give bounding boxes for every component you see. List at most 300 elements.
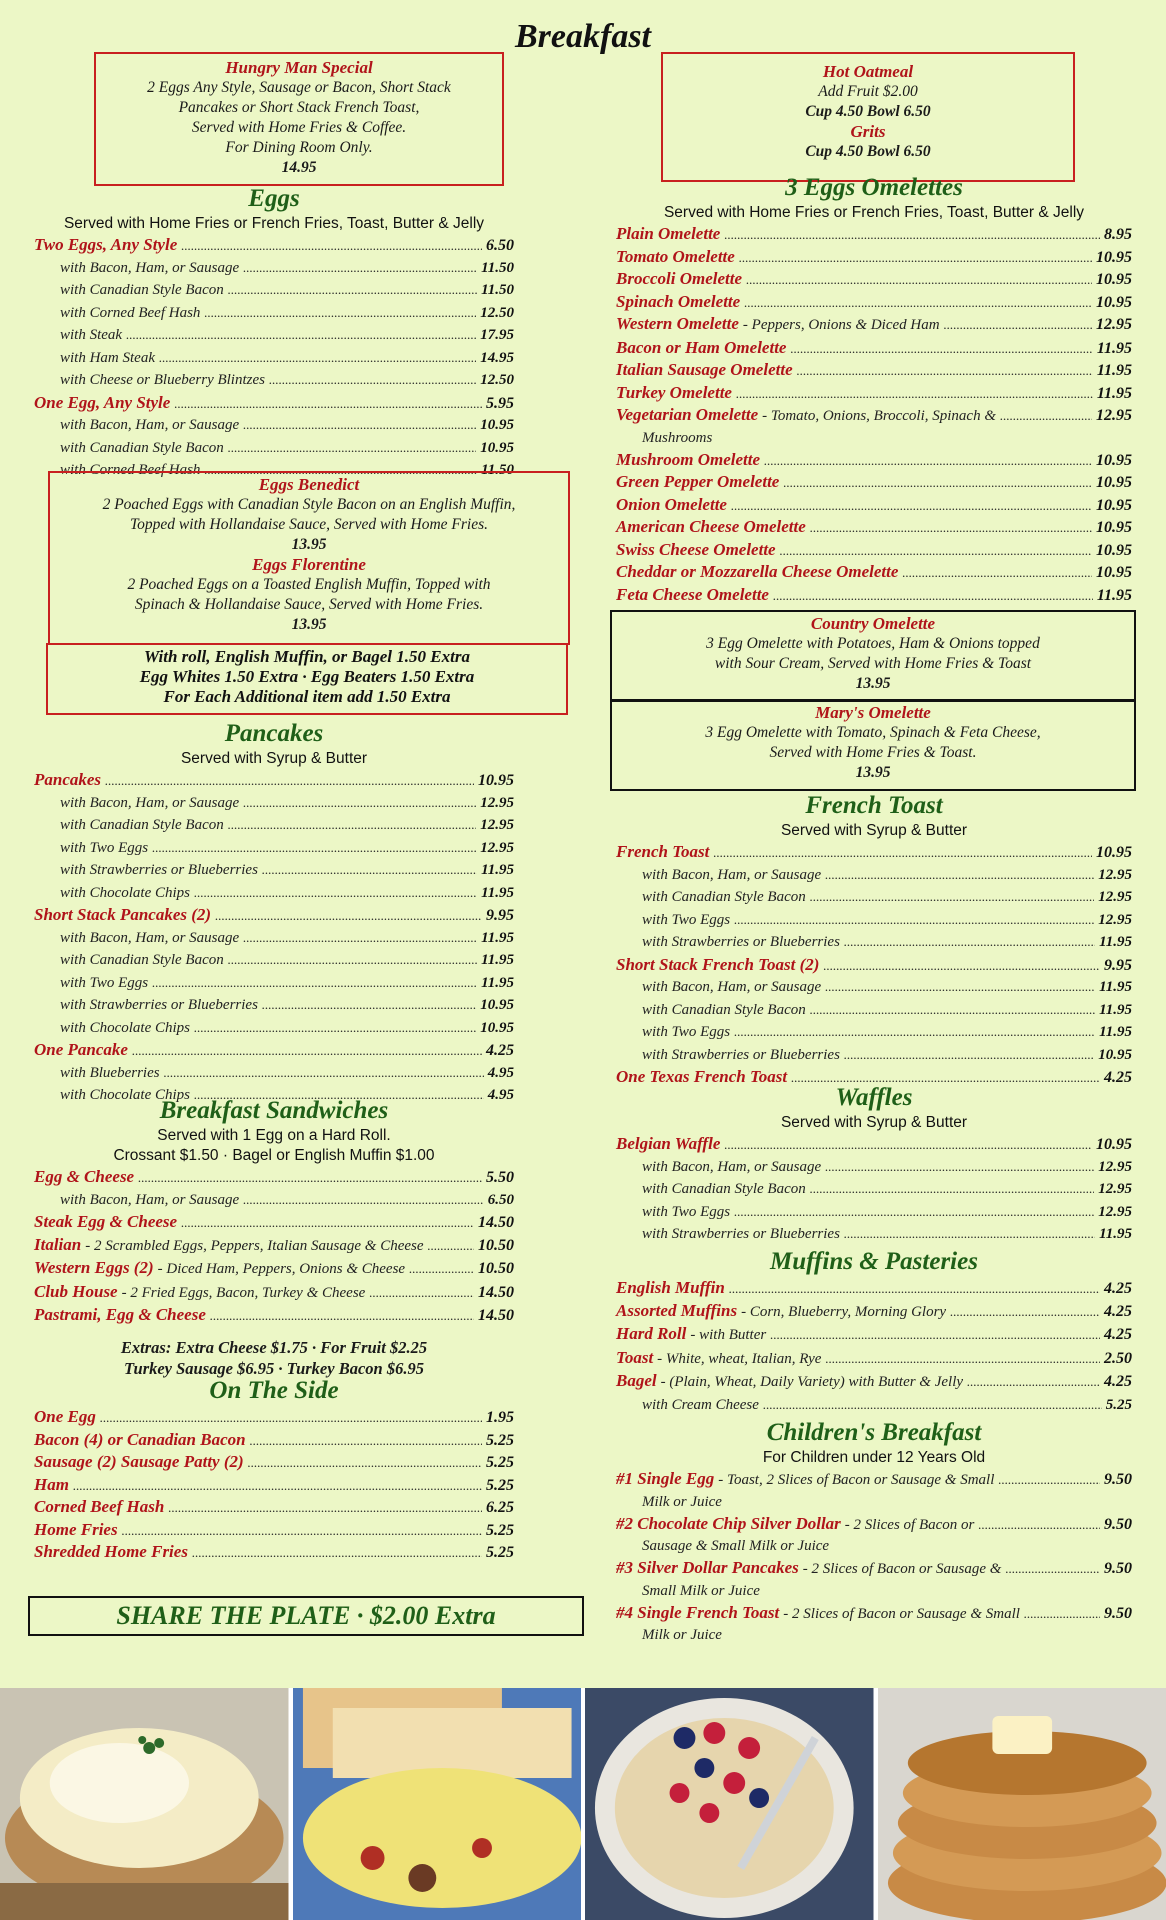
item-price: 10.95 <box>480 997 514 1013</box>
menu-item-row <box>616 886 1132 909</box>
menu-item-row <box>34 1166 514 1189</box>
country-omelette-box <box>610 610 1136 702</box>
item-desc: - 2 Slices of Bacon or Sausage & <box>802 1561 1002 1577</box>
item-name: with Steak <box>60 327 123 343</box>
item-name: One Egg <box>34 1407 96 1426</box>
item-price: 8.95 <box>1104 226 1132 243</box>
menu-item-row <box>34 837 514 860</box>
menu-item-row <box>616 268 1132 291</box>
item-price: 5.95 <box>486 394 514 412</box>
omelettes-subtitle: Served with Home Fries or French Fries, Toast, Butter & Jelly <box>663 204 1085 221</box>
menu-item-row <box>616 999 1132 1022</box>
benedict-line: 2 Poached Eggs with Canadian Style Bacon on an English Muffin, <box>102 496 516 513</box>
item-name: Green Pepper Omelette <box>616 472 780 491</box>
item-price: 11.50 <box>481 259 514 276</box>
item-price: 11.95 <box>481 952 514 968</box>
item-price: 12.95 <box>480 839 514 856</box>
french-toast-list <box>616 841 1132 1089</box>
item-price: 12.95 <box>1098 889 1132 905</box>
food-photo-strip <box>0 1688 1166 1920</box>
item-price: 4.25 <box>1104 1326 1132 1343</box>
mary-line: Served with Home Fries & Toast. <box>769 744 977 761</box>
eggs-subtitle: Served with Home Fries or French Fries, Toast, Butter & Jelly <box>63 215 485 232</box>
menu-item-row <box>616 359 1132 382</box>
french-toast-title: French Toast <box>805 792 943 819</box>
item-price: 10.95 <box>1096 541 1132 559</box>
oatmeal-title: Hot Oatmeal <box>822 62 914 81</box>
menu-item-row <box>34 414 514 437</box>
item-name: with Canadian Style Bacon <box>642 1001 806 1018</box>
menu-item-row <box>34 769 514 792</box>
menu-item-row <box>34 302 514 325</box>
item-price: 10.95 <box>1096 293 1132 311</box>
item-price: 5.25 <box>486 1431 514 1449</box>
item-price: 10.50 <box>478 1236 514 1254</box>
marys-omelette-box <box>610 699 1136 791</box>
item-desc-line2: Sausage & Small Milk or Juice <box>642 1538 830 1554</box>
item-name: with Canadian Style Bacon <box>642 889 806 905</box>
menu-item-row <box>616 1156 1132 1179</box>
item-price: 10.95 <box>1098 1046 1132 1063</box>
item-name: Steak Egg & Cheese <box>34 1212 178 1231</box>
muffins-title: Muffins & Pasteries <box>770 1248 978 1275</box>
item-desc: - Tomato, Onions, Broccoli, Spinach & <box>762 408 997 424</box>
page-title: Breakfast <box>515 18 651 55</box>
menu-item-row <box>616 1602 1132 1647</box>
item-name: with Bacon, Ham, or Sausage <box>60 1191 240 1208</box>
item-price: 12.95 <box>1098 1158 1132 1175</box>
item-desc: - 2 Slices of Bacon or Sausage & Small <box>783 1605 1020 1622</box>
item-price: 12.95 <box>1098 866 1132 883</box>
item-price: 10.95 <box>478 772 514 789</box>
omelette-photo <box>293 1688 582 1920</box>
benedict-line: Topped with Hollandaise Sauce, Served with Home Fries. <box>129 516 489 533</box>
country-line: with Sour Cream, Served with Home Fries & Toast <box>714 655 1032 672</box>
hot-oatmeal-box <box>661 52 1075 182</box>
item-name: with Canadian Style Bacon <box>642 1181 806 1197</box>
menu-item-row <box>616 561 1132 584</box>
item-name: Corned Beef Hash <box>34 1497 165 1516</box>
menu-item-row <box>34 1541 514 1564</box>
item-name: Two Eggs, Any Style <box>34 235 178 254</box>
item-name: with Strawberries or Blueberries <box>642 934 840 950</box>
menu-item-row <box>34 949 514 972</box>
menu-item-row <box>616 291 1132 314</box>
item-price: 11.95 <box>1096 339 1132 357</box>
menu-item-row <box>616 1021 1132 1044</box>
item-name: #2 Chocolate Chip Silver Dollar <box>616 1513 841 1533</box>
item-name: with Ham Steak <box>60 349 155 366</box>
item-name: Bacon or Ham Omelette <box>616 337 787 357</box>
item-price: 4.25 <box>1104 1069 1132 1086</box>
item-desc-line2: Small Milk or Juice <box>642 1582 760 1599</box>
mary-title: Mary's Omelette <box>815 703 931 722</box>
menu-item-row <box>616 1201 1132 1224</box>
sandwich-extras-line: Extras: Extra Cheese $1.75 · For Fruit $2.25 <box>120 1337 428 1357</box>
menu-item-row <box>34 257 514 280</box>
item-price: 9.95 <box>486 907 514 924</box>
eggs-section <box>34 184 514 482</box>
menu-item-row <box>616 246 1132 269</box>
country-line: 3 Egg Omelette with Potatoes, Ham & Onions topped <box>706 635 1040 652</box>
sandwiches-title: Breakfast Sandwiches <box>159 1097 389 1124</box>
item-price: 5.25 <box>1105 1396 1132 1413</box>
item-price: 4.95 <box>487 1087 514 1103</box>
item-name: with Bacon, Ham, or Sausage <box>60 259 240 276</box>
item-price: 10.95 <box>1096 844 1132 861</box>
item-name: Assorted Muffins <box>616 1300 738 1320</box>
menu-item-row <box>616 931 1132 954</box>
menu-item-row <box>616 1300 1132 1324</box>
menu-item-row <box>34 904 514 927</box>
hungry-man-line: Pancakes or Short Stack French Toast, <box>178 99 420 116</box>
item-price: 11.95 <box>1099 1024 1132 1040</box>
item-price: 9.50 <box>1104 1515 1132 1533</box>
menu-item-row <box>616 223 1132 246</box>
item-name: with Strawberries or Blueberries <box>642 1226 840 1242</box>
item-name: Western Eggs (2) <box>34 1258 154 1277</box>
item-price: 10.50 <box>478 1260 514 1277</box>
item-price: 10.95 <box>480 417 514 433</box>
menu-item-row <box>34 347 514 370</box>
item-name: with Cream Cheese <box>642 1396 759 1413</box>
eggs-list <box>34 234 514 482</box>
item-price: 10.95 <box>1096 519 1132 536</box>
oatmeal-prices: Cup 4.50 Bowl 6.50 <box>805 103 931 120</box>
menu-item-row <box>616 1133 1132 1156</box>
waffles-list <box>616 1133 1132 1246</box>
menu-item-row <box>34 1406 514 1429</box>
item-price: 11.95 <box>481 974 514 991</box>
side-title: On The Side <box>209 1377 339 1404</box>
item-price: 12.95 <box>1098 1181 1132 1197</box>
item-name: with Bacon, Ham, or Sausage <box>60 417 240 433</box>
item-price: 12.95 <box>480 794 514 811</box>
item-name: Short Stack French Toast (2) <box>616 954 820 974</box>
item-name: with Strawberries or Blueberries <box>642 1046 840 1063</box>
item-name: with Chocolate Chips <box>60 1087 191 1103</box>
menu-item-row <box>616 539 1132 562</box>
item-price: 5.25 <box>486 1454 514 1471</box>
item-price: 10.95 <box>1096 1136 1132 1153</box>
menu-item-row <box>34 882 514 905</box>
item-price: 11.95 <box>1099 934 1132 950</box>
item-name: Shredded Home Fries <box>34 1542 188 1561</box>
item-name: Belgian Waffle <box>616 1134 721 1153</box>
item-price: 6.50 <box>486 237 514 254</box>
item-price: 4.25 <box>1104 1280 1132 1297</box>
side-section <box>34 1376 514 1564</box>
item-price: 12.95 <box>1096 407 1132 424</box>
menu-item-row <box>616 382 1132 405</box>
omelettes-list <box>616 223 1132 404</box>
mary-line: 3 Egg Omelette with Tomato, Spinach & Feta Cheese, <box>705 724 1041 741</box>
mary-price: 13.95 <box>855 764 891 781</box>
menu-item-row <box>616 864 1132 887</box>
oatmeal-line: Add Fruit $2.00 <box>818 83 918 100</box>
item-name: Mushroom Omelette <box>616 449 761 469</box>
menu-item-row <box>34 279 514 302</box>
item-desc: - Diced Ham, Peppers, Onions & Cheese <box>157 1261 406 1277</box>
item-name: Turkey Omelette <box>616 382 732 402</box>
menu-item-row <box>616 1513 1132 1558</box>
item-price: 11.95 <box>481 862 514 878</box>
left-column <box>34 0 514 1660</box>
item-price: 4.95 <box>487 1064 514 1081</box>
item-price: 5.25 <box>486 1521 514 1539</box>
florentine-line: Spinach & Hollandaise Sauce, Served with Home Fries. <box>134 596 484 613</box>
item-price: 9.50 <box>1104 1560 1132 1577</box>
sandwiches-subtitle-2: Crossant $1.50 · Bagel or English Muffin $1.00 <box>113 1147 435 1164</box>
menu-item-row <box>616 954 1132 977</box>
item-name: with Strawberries or Blueberries <box>60 862 258 878</box>
item-price: 6.25 <box>486 1499 514 1516</box>
menu-item-row <box>34 972 514 995</box>
menu-item-row <box>616 471 1132 494</box>
item-price: 17.95 <box>480 327 514 343</box>
item-price: 6.50 <box>487 1191 514 1208</box>
egg-extras-line: For Each Additional item add 1.50 Extra <box>163 687 451 706</box>
country-title: Country Omelette <box>810 614 936 633</box>
sandwich-extras-line: Turkey Sausage $6.95 · Turkey Bacon $6.95 <box>124 1358 424 1378</box>
item-name: with Corned Beef Hash <box>60 304 201 321</box>
children-title: Children's Breakfast <box>766 1419 982 1446</box>
waffles-title: Waffles <box>835 1084 913 1111</box>
item-price: 10.95 <box>480 439 514 456</box>
item-name: Broccoli Omelette <box>616 269 743 288</box>
item-name: with Strawberries or Blueberries <box>60 997 258 1013</box>
menu-item-row <box>616 841 1132 864</box>
item-name: Egg & Cheese <box>34 1167 135 1186</box>
item-price: 11.95 <box>1096 362 1132 379</box>
country-price: 13.95 <box>855 675 891 692</box>
right-column <box>616 0 1132 1660</box>
item-name: with Two Eggs <box>642 1024 731 1040</box>
item-name: with Canadian Style Bacon <box>60 817 224 833</box>
menu-item-row <box>616 1468 1132 1513</box>
french-toast-section <box>616 791 1132 1089</box>
item-price: 11.95 <box>481 884 514 901</box>
item-price: 11.50 <box>481 462 514 478</box>
item-name: with Corned Beef Hash <box>60 462 201 478</box>
item-price: 1.95 <box>486 1409 514 1426</box>
menu-item-row <box>34 1281 514 1305</box>
item-price: 4.25 <box>486 1042 514 1059</box>
item-price: 11.50 <box>481 282 514 298</box>
item-name: Bacon (4) or Canadian Bacon <box>34 1429 246 1449</box>
muffins-list <box>616 1277 1132 1416</box>
menu-item-row <box>34 324 514 347</box>
menu-item-row <box>616 909 1132 932</box>
item-price: 14.50 <box>478 1283 514 1301</box>
menu-item-row <box>616 449 1132 472</box>
item-name: with Bacon, Ham, or Sausage <box>60 929 240 946</box>
item-name: with Chocolate Chips <box>60 1019 191 1036</box>
item-price: 9.95 <box>1104 956 1132 974</box>
item-name: Spinach Omelette <box>616 291 741 311</box>
item-price: 10.95 <box>1096 248 1132 266</box>
omelettes-title: 3 Eggs Omelettes <box>785 174 963 201</box>
item-desc: - 2 Fried Eggs, Bacon, Turkey & Cheese <box>121 1284 366 1301</box>
item-name: with Bacon, Ham, or Sausage <box>642 979 822 995</box>
item-name: with Canadian Style Bacon <box>60 952 224 968</box>
menu-item-row <box>34 927 514 950</box>
item-desc: - Toast, 2 Slices of Bacon or Sausage & Small <box>718 1472 995 1488</box>
item-name: Pancakes <box>34 770 102 789</box>
hungry-man-line: 2 Eggs Any Style, Sausage or Bacon, Short Stack <box>147 79 451 96</box>
item-price: 14.50 <box>478 1307 514 1324</box>
item-name: with Blueberries <box>60 1064 160 1081</box>
item-price: 10.95 <box>480 1019 514 1036</box>
waffles-subtitle: Served with Syrup & Butter <box>780 1114 968 1131</box>
item-name: French Toast <box>616 842 710 861</box>
florentine-line: 2 Poached Eggs on a Toasted English Muffin, Topped with <box>127 576 491 593</box>
pancakes-title: Pancakes <box>224 720 324 747</box>
item-price: 11.95 <box>481 929 514 946</box>
children-section <box>616 1418 1132 1646</box>
item-price: 9.50 <box>1104 1604 1132 1622</box>
eggs-benedict-photo <box>0 1688 289 1920</box>
item-desc: - 2 Scrambled Eggs, Peppers, Italian Sausage & Cheese <box>85 1237 424 1254</box>
item-name: Pastrami, Egg & Cheese <box>34 1305 206 1324</box>
item-name: #4 Single French Toast <box>616 1602 780 1622</box>
item-name: Italian Sausage Omelette <box>616 360 793 379</box>
item-desc-line2: Milk or Juice <box>642 1627 722 1643</box>
item-price: 9.50 <box>1104 1471 1132 1488</box>
item-desc: - White, wheat, Italian, Rye <box>657 1350 822 1367</box>
item-name: Italian <box>34 1234 82 1254</box>
waffles-section <box>616 1083 1132 1246</box>
item-price: 14.50 <box>478 1214 514 1231</box>
menu-item-row <box>34 1234 514 1258</box>
item-name: with Two Eggs <box>60 974 149 991</box>
menu-item-row <box>34 369 514 392</box>
pancakes-list <box>34 769 514 1107</box>
item-price: 11.95 <box>1096 586 1132 604</box>
menu-item-row <box>34 994 514 1017</box>
menu-item-row <box>34 814 514 837</box>
item-price: 10.95 <box>1096 451 1132 469</box>
pancakes-photo <box>878 1688 1166 1920</box>
share-the-plate-banner: SHARE THE PLATE · $2.00 Extra <box>28 1596 584 1636</box>
menu-item-row <box>616 1347 1132 1371</box>
item-name: with Two Eggs <box>642 911 731 928</box>
item-name: with Canadian Style Bacon <box>60 439 224 456</box>
menu-item-row <box>616 1044 1132 1067</box>
menu-item-row <box>34 437 514 460</box>
menu-item-row <box>34 1474 514 1497</box>
muffins-section <box>616 1247 1132 1416</box>
item-name: Feta Cheese Omelette <box>616 584 769 604</box>
item-name: with Two Eggs <box>60 839 149 856</box>
item-desc: - Peppers, Onions & Diced Ham <box>742 317 940 333</box>
item-name: Western Omelette <box>616 314 739 333</box>
item-name: Onion Omelette <box>616 494 727 514</box>
item-name: Club House <box>34 1281 118 1301</box>
sandwiches-section <box>34 1096 514 1379</box>
item-price: 12.95 <box>1098 911 1132 928</box>
omelettes-section <box>616 173 1132 606</box>
menu-item-row <box>616 1323 1132 1347</box>
item-price: 10.95 <box>1096 564 1132 581</box>
egg-extras-box <box>46 643 568 715</box>
item-name: Swiss Cheese Omelette <box>616 539 776 559</box>
item-price: 4.25 <box>1104 1302 1132 1320</box>
item-desc: - with Butter <box>690 1327 767 1343</box>
menu-item-row <box>616 313 1132 337</box>
item-name: Tomato Omelette <box>616 246 735 266</box>
hungry-man-special-box <box>94 52 504 186</box>
item-name: One Egg, Any Style <box>34 392 171 412</box>
menu-item-row <box>616 584 1132 607</box>
item-price: 5.50 <box>486 1169 514 1186</box>
item-price: 10.95 <box>1096 496 1132 514</box>
item-name: with Bacon, Ham, or Sausage <box>642 866 822 883</box>
menu-item-row <box>616 1394 1132 1417</box>
item-price: 12.50 <box>480 304 514 321</box>
menu-item-row <box>34 792 514 815</box>
item-price: 11.95 <box>1099 979 1132 995</box>
item-name: with Two Eggs <box>642 1203 731 1220</box>
pancakes-section <box>34 719 514 1107</box>
children-subtitle: For Children under 12 Years Old <box>762 1449 986 1466</box>
item-name: with Bacon, Ham, or Sausage <box>60 794 240 811</box>
menu-item-row <box>34 1189 514 1212</box>
item-desc-line2: Milk or Juice <box>642 1493 722 1510</box>
item-name: #3 Silver Dollar Pancakes <box>616 1558 799 1577</box>
menu-item-row <box>616 1178 1132 1201</box>
item-price: 5.25 <box>486 1476 514 1494</box>
item-desc: - 2 Slices of Bacon or <box>844 1516 975 1533</box>
menu-item-row <box>616 337 1132 360</box>
item-price: 11.95 <box>1099 1226 1132 1242</box>
item-name: English Muffin <box>616 1278 725 1297</box>
omelettes-list-2 <box>616 449 1132 607</box>
side-list <box>34 1406 514 1564</box>
sandwiches-list <box>34 1166 514 1327</box>
item-price: 12.50 <box>480 372 514 388</box>
item-price: 12.95 <box>480 817 514 833</box>
item-name: Plain Omelette <box>616 224 721 243</box>
grits-title: Grits <box>850 122 886 141</box>
menu-item-row <box>34 1257 514 1281</box>
item-name: American Cheese Omelette <box>616 517 806 536</box>
hungry-man-line: For Dining Room Only. <box>225 139 373 156</box>
menu-item-row <box>34 1062 514 1085</box>
menu-item-row <box>616 1370 1132 1394</box>
item-name: with Canadian Style Bacon <box>60 282 224 298</box>
egg-extras-line: With roll, English Muffin, or Bagel 1.50 Extra <box>144 647 470 666</box>
item-price: 11.95 <box>1099 1001 1132 1018</box>
item-name: Ham <box>34 1474 69 1494</box>
hungry-man-title: Hungry Man Special <box>225 58 373 77</box>
item-price: 5.25 <box>486 1544 514 1561</box>
item-name: One Pancake <box>34 1040 128 1059</box>
menu-item-row <box>616 976 1132 999</box>
florentine-title: Eggs Florentine <box>252 555 366 574</box>
item-price: 10.95 <box>1096 271 1132 288</box>
menu-item-row <box>34 1496 514 1519</box>
item-price: 4.25 <box>1104 1373 1132 1390</box>
item-name: One Texas French Toast <box>616 1067 788 1086</box>
menu-item-row <box>34 1211 514 1234</box>
oatmeal-photo <box>585 1688 874 1920</box>
item-name: Vegetarian Omelette <box>616 405 759 424</box>
item-name: with Bacon, Ham, or Sausage <box>642 1158 822 1175</box>
eggs-title: Eggs <box>248 185 300 212</box>
item-name: Home Fries <box>34 1519 118 1539</box>
item-desc-line2: Mushrooms <box>642 429 713 446</box>
